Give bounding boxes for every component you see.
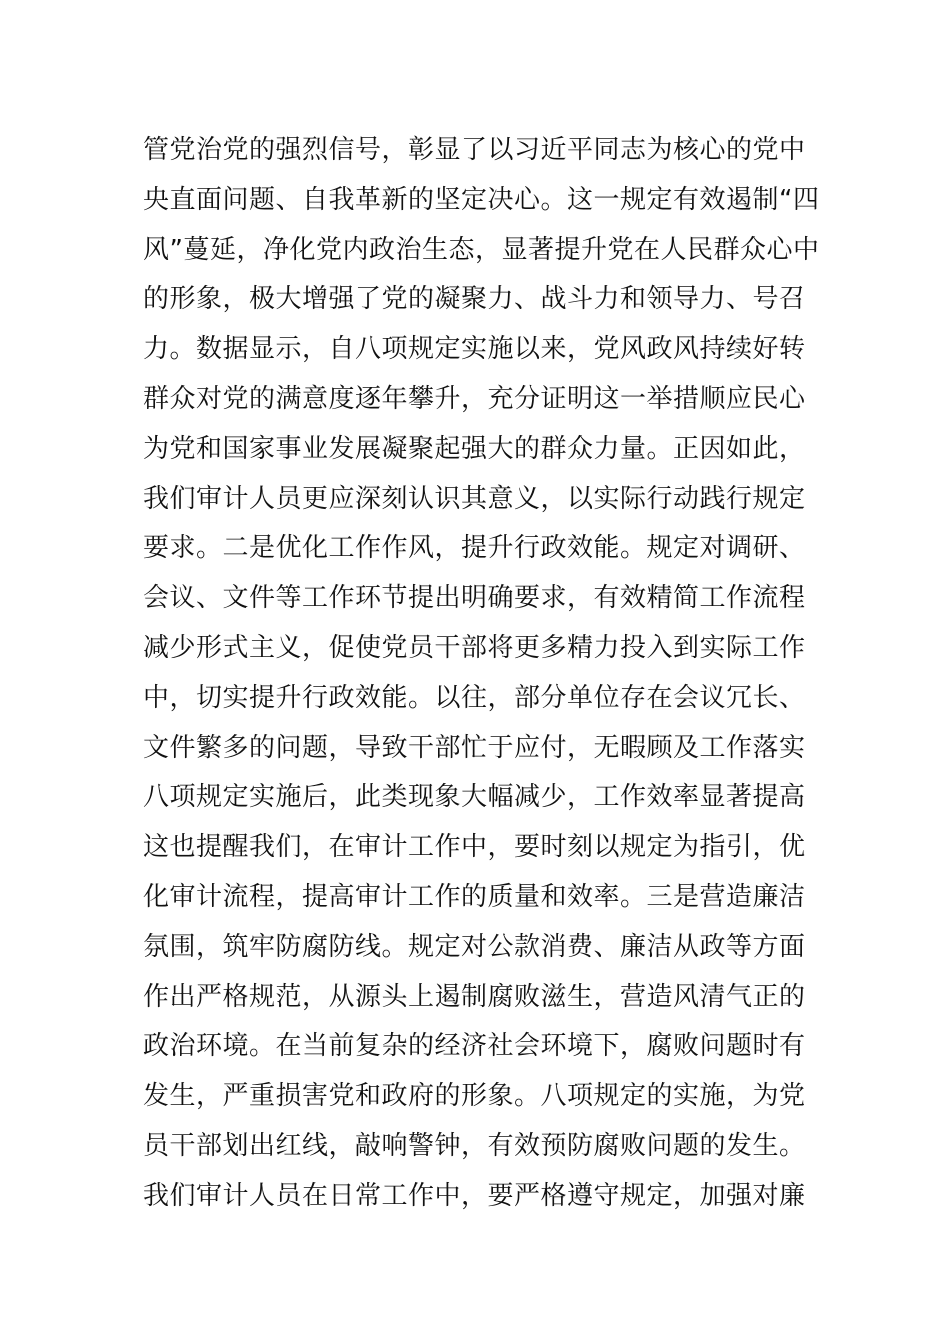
text-line: 文件繁多的问题，导致干部忙于应付，无暇顾及工作落实 <box>143 732 806 763</box>
text-line: 员干部划出红线，敲响警钟，有效预防腐败问题的发生。 <box>143 1130 806 1161</box>
text-line: 管党治党的强烈信号，彰显了以习近平同志为核心的党中 <box>143 135 806 165</box>
text-line: 作出严格规范，从源头上遏制腐败滋生，营造风清气正的 <box>143 981 806 1012</box>
text-line: 力。数据显示，自八项规定实施以来，党风政风持续好转 <box>143 334 806 365</box>
text-line: 中，切实提升行政效能。以往，部分单位存在会议冗长、 <box>143 682 806 713</box>
text-line: 为党和国家事业发展凝聚起强大的群众力量。正因如此， <box>143 433 806 464</box>
text-line: 央直面问题、自我革新的坚定决心。这一规定有效遏制“四 <box>143 184 820 215</box>
text-line: 我们审计人员在日常工作中，要严格遵守规定，加强对廉 <box>143 1180 806 1211</box>
text-line: 要求。二是优化工作作风，提升行政效能。规定对调研、 <box>143 533 806 564</box>
text-line: 发生，严重损害党和政府的形象。八项规定的实施，为党 <box>143 1081 806 1112</box>
text-line: 化审计流程，提高审计工作的质量和效率。三是营造廉洁 <box>143 881 806 912</box>
text-line: 氛围，筑牢防腐防线。规定对公款消费、廉洁从政等方面 <box>143 931 806 962</box>
text-line: 群众对党的满意度逐年攀升，充分证明这一举措顺应民心 <box>143 383 806 414</box>
text-line: 这也提醒我们，在审计工作中，要时刻以规定为指引，优 <box>143 832 806 863</box>
text-line: 八项规定实施后，此类现象大幅减少，工作效率显著提高 <box>143 782 806 813</box>
text-line: 的形象，极大增强了党的凝聚力、战斗力和领导力、号召 <box>143 284 806 315</box>
body-text <box>143 126 820 1222</box>
text-line: 会议、文件等工作环节提出明确要求，有效精简工作流程 <box>143 583 806 614</box>
text-line: 减少形式主义，促使党员干部将更多精力投入到实际工作 <box>143 632 806 663</box>
text-line: 我们审计人员更应深刻认识其意义，以实际行动践行规定 <box>143 483 806 514</box>
text-line: 政治环境。在当前复杂的经济社会环境下，腐败问题时有 <box>143 1031 806 1062</box>
text-line: 风”蔓延，净化党内政治生态，显著提升党在人民群众心中 <box>143 234 820 265</box>
